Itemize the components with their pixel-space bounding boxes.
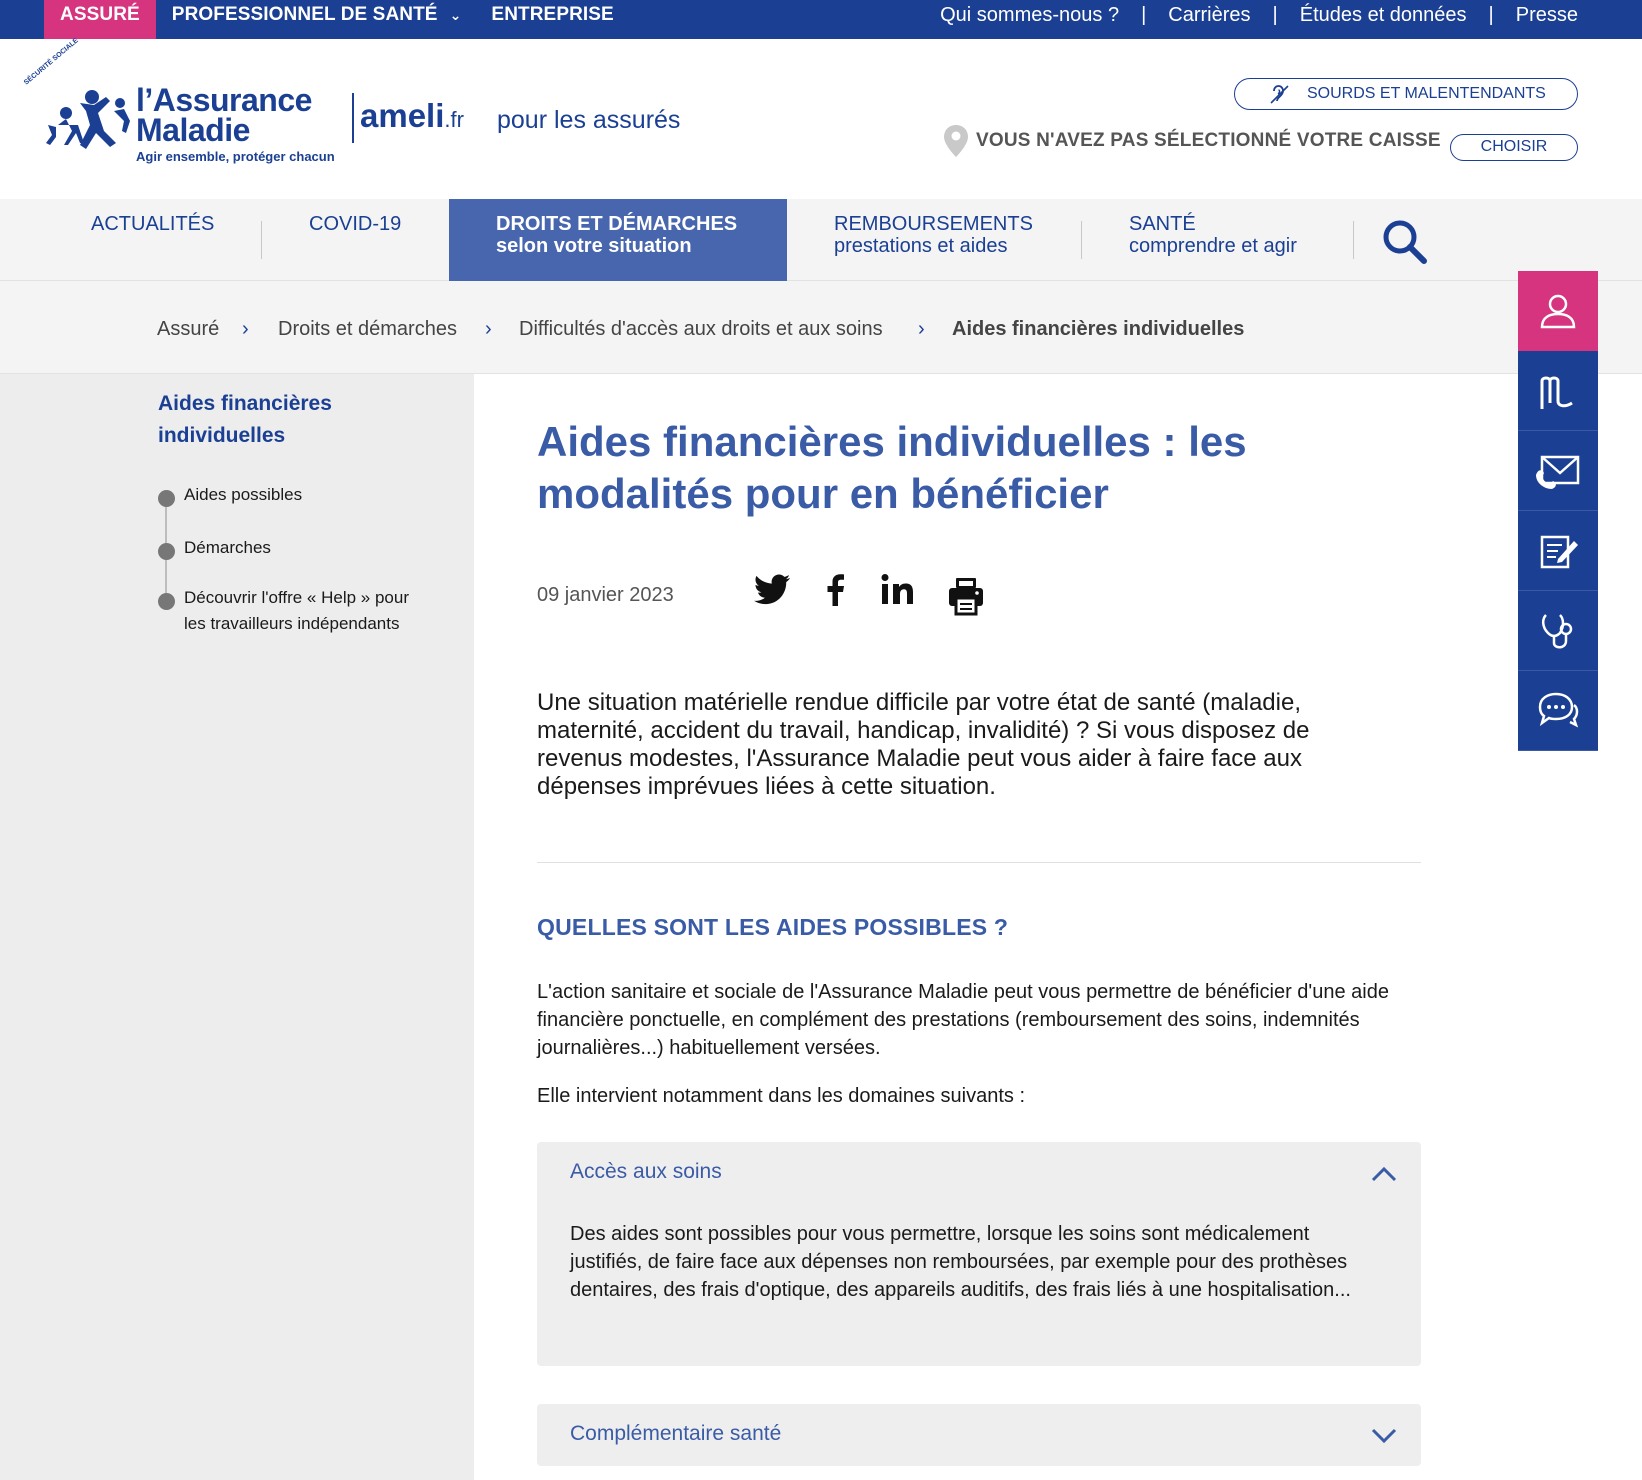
contact-button[interactable]: [1518, 431, 1598, 511]
nav-droits-et-demarches[interactable]: [449, 199, 787, 281]
side-toolbar: [1518, 271, 1598, 751]
sidebar-title[interactable]: Aides financières individuelles: [158, 392, 332, 447]
paragraph-domaines: Elle intervient notamment dans les domaines suivants :: [537, 1085, 1026, 1107]
location-pin-icon: [944, 125, 968, 157]
accordion-acces-aux-soins: [537, 1142, 1421, 1366]
search-icon[interactable]: [1380, 217, 1428, 265]
nav-divider: [1353, 221, 1354, 259]
breadcrumb-difficultes-acces[interactable]: Difficultés d'accès aux droits et aux soins: [519, 318, 883, 340]
breadcrumb-assure[interactable]: Assuré: [157, 318, 220, 340]
link-separator: |: [1141, 4, 1147, 26]
logo-title-line2: Maladie: [136, 112, 250, 148]
nav-droits-line1: DROITS ET DÉMARCHES: [496, 213, 738, 235]
health-button[interactable]: [1518, 591, 1598, 671]
contact-mail-icon: [1534, 449, 1582, 493]
form-edit-icon: [1536, 529, 1580, 573]
logo-arc-text: SÉCURITÉ SOCIALE: [22, 37, 80, 87]
caisse-selector: [944, 125, 1441, 157]
accordion-body-acces-aux-soins: Des aides sont possibles pour vous permettre, lorsque les soins sont médicalement justifiés, de faire face aux dépenses non remboursées, par exemple pour des prothèses dentaires, des frais d'optique, des appareils auditifs, des frais liés à une hospitalisation...: [570, 1223, 1351, 1301]
brand-divider: [352, 93, 354, 143]
ameli-brand[interactable]: [360, 97, 464, 135]
chevron-down-icon[interactable]: [1371, 1428, 1397, 1444]
ameli-name: ameli: [360, 97, 445, 134]
account-button[interactable]: [1518, 271, 1598, 351]
toc-bullet: [158, 490, 175, 507]
toc-item-aides-possibles[interactable]: [158, 482, 424, 508]
forms-button[interactable]: [1518, 511, 1598, 591]
choisir-caisse-button[interactable]: CHOISIR: [1450, 134, 1578, 161]
chat-button[interactable]: [1518, 671, 1598, 751]
logo-title: [136, 82, 312, 148]
page-title: Aides financières individuelles : les modalités pour en bénéficier: [537, 418, 1247, 517]
accordion-header-complementaire-sante[interactable]: Complémentaire santé: [570, 1422, 782, 1445]
breadcrumb-chevron-icon: ›: [918, 318, 925, 340]
sourds-label: SOURDS ET MALENTENDANTS: [1307, 85, 1546, 102]
tab-professionnel-de-sante[interactable]: [172, 0, 462, 39]
breadcrumb: [0, 281, 1642, 374]
tab-entreprise[interactable]: [491, 0, 613, 39]
sourds-malentendants-button[interactable]: [1234, 78, 1578, 110]
nav-actualites-label: ACTUALITÉS: [91, 213, 215, 235]
hearing-impaired-icon: [1269, 83, 1291, 105]
logo-figures-icon: [44, 73, 139, 158]
print-icon[interactable]: [944, 574, 988, 618]
logo-title-line1: l’Assurance: [136, 82, 312, 118]
audience-tabs: [44, 0, 614, 39]
chat-icon: [1534, 689, 1582, 733]
facebook-icon[interactable]: [814, 568, 858, 612]
nav-divider: [261, 221, 262, 259]
nav-actualites[interactable]: [91, 199, 214, 281]
chevron-down-icon: ⌄: [449, 7, 462, 23]
link-separator: |: [1272, 4, 1278, 26]
nav-droits-line2: selon votre situation: [496, 235, 692, 257]
toc-label: Démarches: [184, 538, 271, 557]
section-divider: [537, 862, 1421, 863]
toc-item-demarches[interactable]: [158, 535, 424, 561]
caisse-status-text: VOUS N'AVEZ PAS SÉLECTIONNÉ VOTRE CAISSE: [976, 130, 1441, 151]
institutional-links: [940, 4, 1578, 27]
nav-sante[interactable]: [1129, 199, 1297, 281]
twitter-icon[interactable]: [750, 568, 794, 612]
tab-professionnel-label: PROFESSIONNEL DE SANTÉ: [171, 4, 438, 25]
nav-sante-line1: SANTÉ: [1129, 213, 1196, 235]
left-sidebar: [0, 374, 474, 1480]
toc-label: Découvrir l'offre « Help » pour les travailleurs indépendants: [184, 588, 409, 633]
stethoscope-icon: [1536, 609, 1580, 653]
nav-sante-line2: comprendre et agir: [1129, 235, 1297, 257]
user-icon: [1536, 289, 1580, 333]
publication-date: 09 janvier 2023: [537, 584, 674, 606]
ameli-tld: .fr: [444, 107, 464, 132]
link-presse[interactable]: Presse: [1515, 4, 1578, 26]
toc-bullet: [158, 543, 175, 560]
accordion-complementaire-sante[interactable]: [537, 1404, 1421, 1466]
section-heading-aides-possibles: QUELLES SONT LES AIDES POSSIBLES ?: [537, 914, 1009, 940]
breadcrumb-chevron-icon: ›: [485, 318, 492, 340]
link-qui-sommes-nous[interactable]: Qui sommes-nous ?: [940, 4, 1120, 26]
toc-label: Aides possibles: [184, 485, 303, 504]
nav-remboursements-line1: REMBOURSEMENTS: [834, 213, 1033, 235]
link-etudes-et-donnees[interactable]: Études et données: [1299, 4, 1467, 26]
tab-entreprise-label: ENTREPRISE: [491, 4, 614, 25]
tab-assure-label: ASSURÉ: [60, 4, 140, 25]
nav-covid-label: COVID-19: [309, 213, 402, 235]
nav-covid-19[interactable]: [309, 199, 401, 281]
breadcrumb-chevron-icon: ›: [242, 318, 249, 340]
breadcrumb-current: Aides financières individuelles: [952, 318, 1245, 340]
logo-tagline: Agir ensemble, protéger chacun: [136, 149, 335, 164]
paragraph-action-sanitaire: L'action sanitaire et sociale de l'Assurance Maladie peut vous permettre de bénéficier d'une aide financière ponctuelle, en complément des prestations (remboursement des soins, indemnités journalières...) habituellement versées.: [537, 981, 1389, 1059]
accordion-header-acces-aux-soins[interactable]: Accès aux soins: [570, 1160, 722, 1183]
audience-label: pour les assurés: [497, 106, 681, 134]
nav-remboursements[interactable]: [834, 199, 1033, 281]
ameli-m-icon: [1536, 369, 1580, 413]
link-separator: |: [1488, 4, 1494, 26]
site-header: [0, 39, 1642, 199]
toc-item-offre-help[interactable]: [158, 585, 424, 637]
link-carrieres[interactable]: Carrières: [1168, 4, 1251, 26]
top-bar: [0, 0, 1642, 39]
linkedin-icon[interactable]: [876, 568, 920, 612]
ameli-account-button[interactable]: [1518, 351, 1598, 431]
chevron-up-icon[interactable]: [1371, 1166, 1397, 1182]
assurance-maladie-logo[interactable]: [22, 37, 344, 168]
toc-bullet: [158, 593, 175, 610]
article-intro: Une situation matérielle rendue difficile par votre état de santé (maladie, maternité, accident du travail, handicap, invalidité) ? Si vous disposez de revenus modestes, l'Assurance Maladie peut vous aider à faire face aux dépenses imprévues liées à cette situation.: [537, 689, 1310, 800]
article-content: [474, 374, 1518, 1480]
nav-divider: [1081, 221, 1082, 259]
nav-remboursements-line2: prestations et aides: [834, 235, 1008, 257]
breadcrumb-droits-et-demarches[interactable]: Droits et démarches: [278, 318, 457, 340]
